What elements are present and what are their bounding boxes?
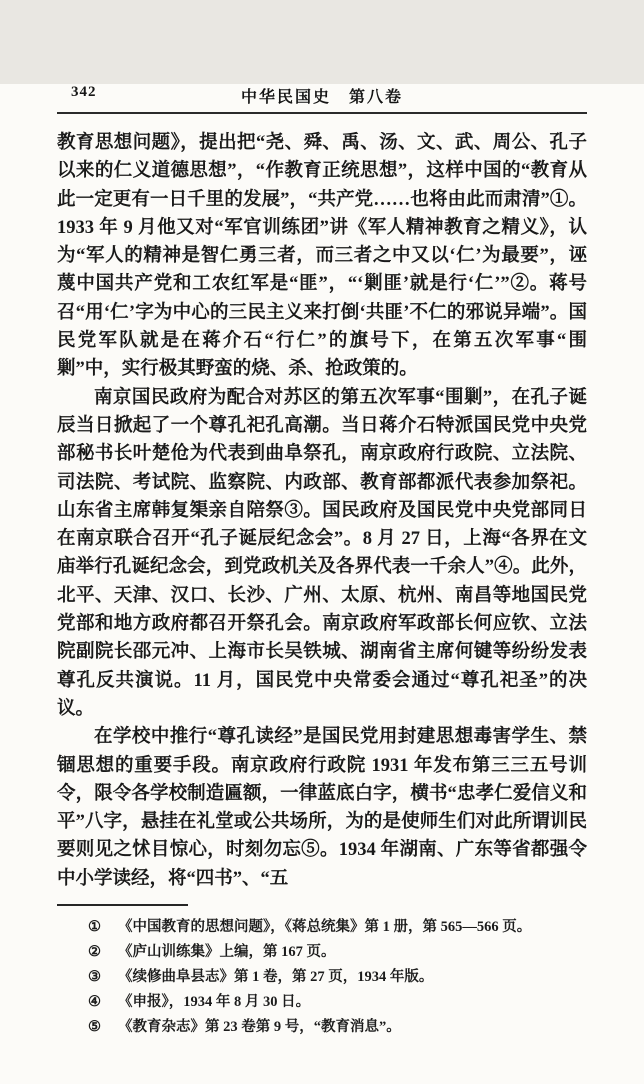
footnote-text: 《庐山训练集》上编，第 167 页。 — [118, 944, 336, 961]
footnote-text: 《教育杂志》第 23 卷第 9 号，“教育消息”。 — [118, 1019, 401, 1036]
footnote-marker: ④ — [88, 994, 101, 1011]
footnote-separator — [57, 904, 188, 906]
footnote-marker: ⑤ — [88, 1019, 101, 1036]
footnote-text: 《续修曲阜县志》第 1 卷，第 27 页，1934 年版。 — [118, 969, 434, 986]
footnote-2 — [88, 940, 584, 965]
body-text — [57, 129, 587, 893]
body-paragraph-3: 在学校中推行“尊孔读经”是国民党用封建思想毒害学生、禁锢思想的重要手段。南京政府行政院 1931 年发布第三三五号训令，限令各学校制造匾额，一律蓝底白字，横书“忠孝仁爱信义和平”八字，悬挂在礼堂或公共场所，为的是使师生们对此所谓训民要则见之怵目惊心，时刻勿忘⑤。1934 年湖南、广东等省都强令中小学读经，将“四书”、“五 — [57, 727, 587, 889]
running-head-title: 中华民国史 第八卷 — [240, 89, 403, 106]
header-rule — [57, 112, 587, 114]
footnote-text: 《申报》，1934 年 8 月 30 日。 — [118, 994, 311, 1011]
footnote-marker: ③ — [88, 969, 101, 986]
footnote-marker: ① — [88, 919, 101, 936]
body-paragraph-2: 南京国民政府为配合对苏区的第五次军事“围剿”，在孔子诞辰当日掀起了一个尊孔祀孔高潮。当日蒋介石特派国民党中央党部秘书长叶楚伧为代表到曲阜祭孔，南京政府行政院、立法院、司法院、考试院、监察院、内政部、教育部都派代表参加祭祀。山东省主席韩复榘亲自陪祭③。国民政府及国民党中央党部同日在南京联合召开“孔子诞辰纪念会”。8 月 27 日，上海“各界在文庙举行孔诞纪念会，到党政机关及各界代表一千余人”④。此外，北平、天津、汉口、长沙、广州、太原、杭州、南昌等地国民党党部和地方政府都召开祭孔会。南京政府军政部长何应钦、立法院副院长邵元冲、上海市长吴铁城、湖南省主席何键等纷纷发表尊孔反共演说。11 月，国民党中央常委会通过“尊孔祀圣”的决议。 — [57, 387, 587, 719]
footnote-text: 《中国教育的思想问题》，《蒋总统集》第 1 册，第 565—566 页。 — [118, 919, 532, 936]
footnote-3 — [88, 965, 584, 990]
book-page — [0, 84, 644, 1084]
running-head — [57, 84, 587, 106]
body-paragraph-1: 教育思想问题》，提出把“尧、舜、禹、汤、文、武、周公、孔子以来的仁义道德思想”，“作教育正统思想”，这样中国的“教育从此一定更有一日千里的发展”，“共产党……也将由此而肃清”①。1933 年 9 月他又对“军官训练团”讲《军人精神教育之精义》，认为“军人的精神是智仁勇三者，而三者之中又以‘仁’为最要”，诬蔑中国共产党和工农红军是“匪”，“‘剿匪’就是行‘仁’”②。蒋号召“用‘仁’字为中心的三民主义来打倒‘共匪’不仁的邪说异端”。国民党军队就是在蒋介石“行仁”的旗号下，在第五次军事“围剿”中，实行极其野蛮的烧、杀、抢政策的。 — [57, 133, 587, 380]
footnotes — [88, 915, 584, 1040]
page-number: 342 — [71, 84, 97, 100]
footnote-4 — [88, 990, 584, 1015]
footnote-marker: ② — [88, 944, 101, 961]
footnote-1 — [88, 915, 584, 940]
footnote-5 — [88, 1015, 584, 1040]
